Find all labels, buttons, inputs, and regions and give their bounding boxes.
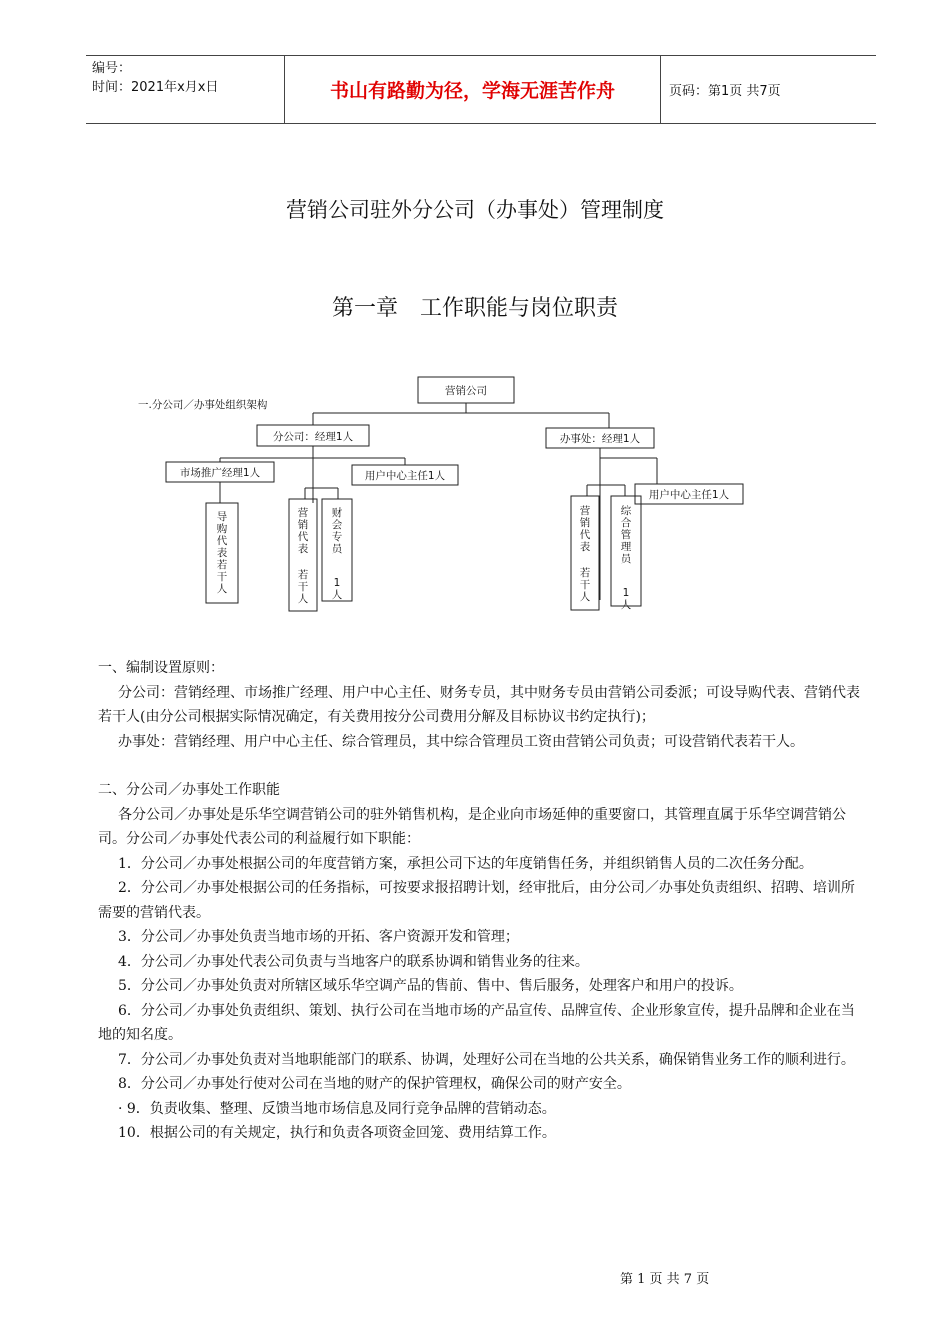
page-footer: 第 1 页 共 7 页	[620, 1272, 710, 1287]
paragraph: 办事处：营销经理、用户中心主任、综合管理员，其中综合管理员工资由营销公司负责；可设营销代表若干人。	[118, 733, 804, 750]
org-office: 办事处：经理1人	[559, 433, 641, 445]
paragraph: 5．分公司／办事处负责对所辖区域乐华空调产品的售前、售中、售后服务，处理客户和用户的投诉。	[118, 978, 743, 994]
paragraph: · 9．负责收集、整理、反馈当地市场信息及同行竞争品牌的营销动态。	[118, 1100, 556, 1117]
org-office-sales: 营销代表若干人	[579, 505, 591, 603]
org-branch-finance: 财会专员 1 人	[331, 507, 343, 601]
org-branch-market: 市场推广经理1人	[179, 467, 261, 479]
paragraph: 3．分公司／办事处负责当地市场的开拓、客户资源开发和管理；	[118, 929, 519, 945]
org-chart	[0, 0, 950, 640]
paragraph: 8．分公司／办事处行使对公司在当地的财产的保护管理权，确保公司的财产安全。	[118, 1076, 631, 1092]
time-label: 时间：2021年x月x日	[92, 80, 219, 95]
section-heading: 一、编制设置原则：	[98, 660, 224, 676]
org-branch: 分公司：经理1人	[272, 431, 354, 443]
paragraph: 4．分公司／办事处代表公司负责与当地客户的联系协调和销售业务的往来。	[118, 953, 589, 970]
chapter-title: 第一章 工作职能与岗位职责	[331, 296, 618, 321]
org-office-user: 用户中心主任1人	[648, 489, 730, 501]
paragraph: 2．分公司／办事处根据公司的任务指标，可按要求报招聘计划，经审批后，由分公司／办事处负责组织、招聘、培训所需要的营销代表。	[98, 880, 855, 921]
org-caption: 一.分公司／办事处组织架构	[138, 399, 268, 411]
org-branch-sales: 营销代表若干人	[297, 507, 309, 605]
org-root: 营销公司	[445, 385, 487, 397]
paragraph: 6．分公司／办事处负责组织、策划、执行公司在当地市场的产品宣传、品牌宣传、企业形象宣传，提升品牌和企业在当地的知名度。	[98, 1002, 855, 1043]
document-body	[98, 656, 862, 1146]
org-branch-guide: 导购代表若干人	[216, 511, 228, 595]
paragraph: 1．分公司／办事处根据公司的年度营销方案，承担公司下达的年度销售任务，并组织销售人员的二次任务分配。	[118, 855, 813, 872]
motto: 书山有路勤为径，学海无涯苦作舟	[285, 56, 661, 123]
paragraph: 10．根据公司的有关规定，执行和负责各项资金回笼、费用结算工作。	[118, 1125, 556, 1141]
document-title: 营销公司驻外分公司（办事处）管理制度	[286, 198, 664, 222]
section-heading: 二、分公司／办事处工作职能	[98, 782, 280, 798]
paragraph: 各分公司／办事处是乐华空调营销公司的驻外销售机构，是企业向市场延伸的重要窗口，其管理直属于乐华空调营销公司。分公司／办事处代表公司的利益履行如下职能：	[98, 806, 846, 847]
org-branch-user: 用户中心主任1人	[364, 470, 446, 482]
paragraph: 7．分公司／办事处负责对当地职能部门的联系、协调，处理好公司在当地的公共关系，确保销售业务工作的顺利进行。	[118, 1051, 855, 1068]
page-label: 页码：第1页 共7页	[669, 84, 781, 99]
paragraph: 分公司：营销经理、市场推广经理、用户中心主任、财务专员，其中财务专员由营销公司委派；可设导购代表、营销代表若干人(由分公司根据实际情况确定，有关费用按分公司费用分解及目标协议书约定执行)；	[98, 684, 860, 725]
org-office-admin: 综合管理员 1 人	[620, 505, 632, 611]
number-label: 编号：	[92, 61, 132, 76]
